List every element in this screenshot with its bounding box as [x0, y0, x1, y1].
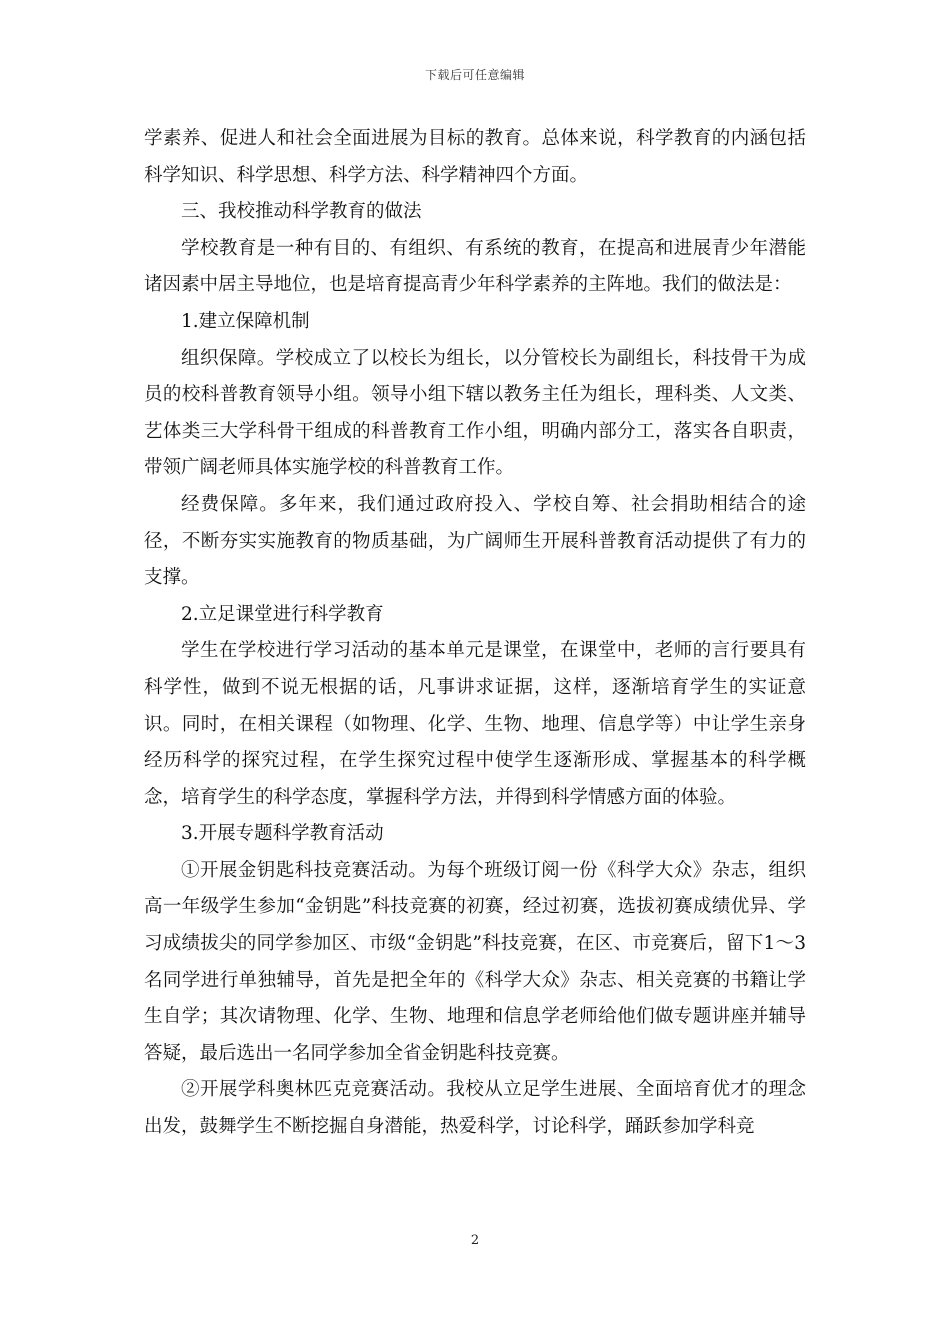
subheading-2: 2.立足课堂进行科学教育: [181, 603, 384, 625]
paragraph-organization: 组织保障。学校成立了以校长为组长，以分管校长为副组长，科技骨干为成员的校科普教育领导小组。领导小组下辖以教务主任为组长，理科类、人文类、艺体类三大学科骨干组成的科普教育工作小组，明确内部分工，落实各自职责，带领广阔老师具体实施学校的科普教育工作。: [144, 347, 806, 479]
header-note: 下载后可任意编辑: [424, 68, 525, 82]
page-number: 2: [470, 1233, 480, 1248]
paragraph-olympiad: ②开展学科奥林匹克竞赛活动。我校从立足学生进展、全面培育优才的理念出发，鼓舞学生不断挖掘自身潜能，热爱科学，讨论科学，踊跃参加学科竞: [144, 1079, 806, 1138]
paragraph-funding: 经费保障。多年来，我们通过政府投入、学校自筹、社会捐助相结合的途径，不断夯实实施教育的物质基础，为广阔师生开展科普教育活动提供了有力的支撑。: [144, 493, 806, 589]
paragraph-intro: 学校教育是一种有目的、有组织、有系统的教育，在提高和进展青少年潜能诸因素中居主导地位，也是培育提高青少年科学素养的主阵地。我们的做法是：: [144, 237, 806, 296]
section-heading-3: 三、我校推动科学教育的做法: [181, 201, 422, 223]
subheading-3: 3.开展专题科学教育活动: [181, 823, 384, 845]
body-text: [144, 121, 806, 1146]
paragraph-classroom: 学生在学校进行学习活动的基本单元是课堂，在课堂中，老师的言行要具有科学性，做到不说无根据的话，凡事讲求证据，这样，逐渐培育学生的实证意识。同时，在相关课程（如物理、化学、生物、地理、信息学等）中让学生亲身经历科学的探究过程，在学生探究过程中使学生逐渐形成、掌握基本的科学概念，培育学生的科学态度，掌握科学方法，并得到科学情感方面的体验。: [144, 640, 806, 808]
paragraph-golden-key: ①开展金钥匙科技竞赛活动。为每个班级订阅一份《科学大众》杂志，组织高一年级学生参加“金钥匙”科技竞赛的初赛，经过初赛，选拔初赛成绩优异、学习成绩拔尖的同学参加区、市级“金钥匙”科技竞赛，在区、市竞赛后，留下1～3名同学进行单独辅导，首先是把全年的《科学大众》杂志、相关竞赛的书籍让学生自学；其次请物理、化学、生物、地理和信息学老师给他们做专题讲座并辅导答疑，最后选出一名同学参加全省金钥匙科技竞赛。: [144, 859, 806, 1064]
paragraph-continuation: 学素养、促进人和社会全面进展为目标的教育。总体来说，科学教育的内涵包括科学知识、科学思想、科学方法、科学精神四个方面。: [144, 128, 806, 186]
subheading-1: 1.建立保障机制: [181, 310, 310, 332]
